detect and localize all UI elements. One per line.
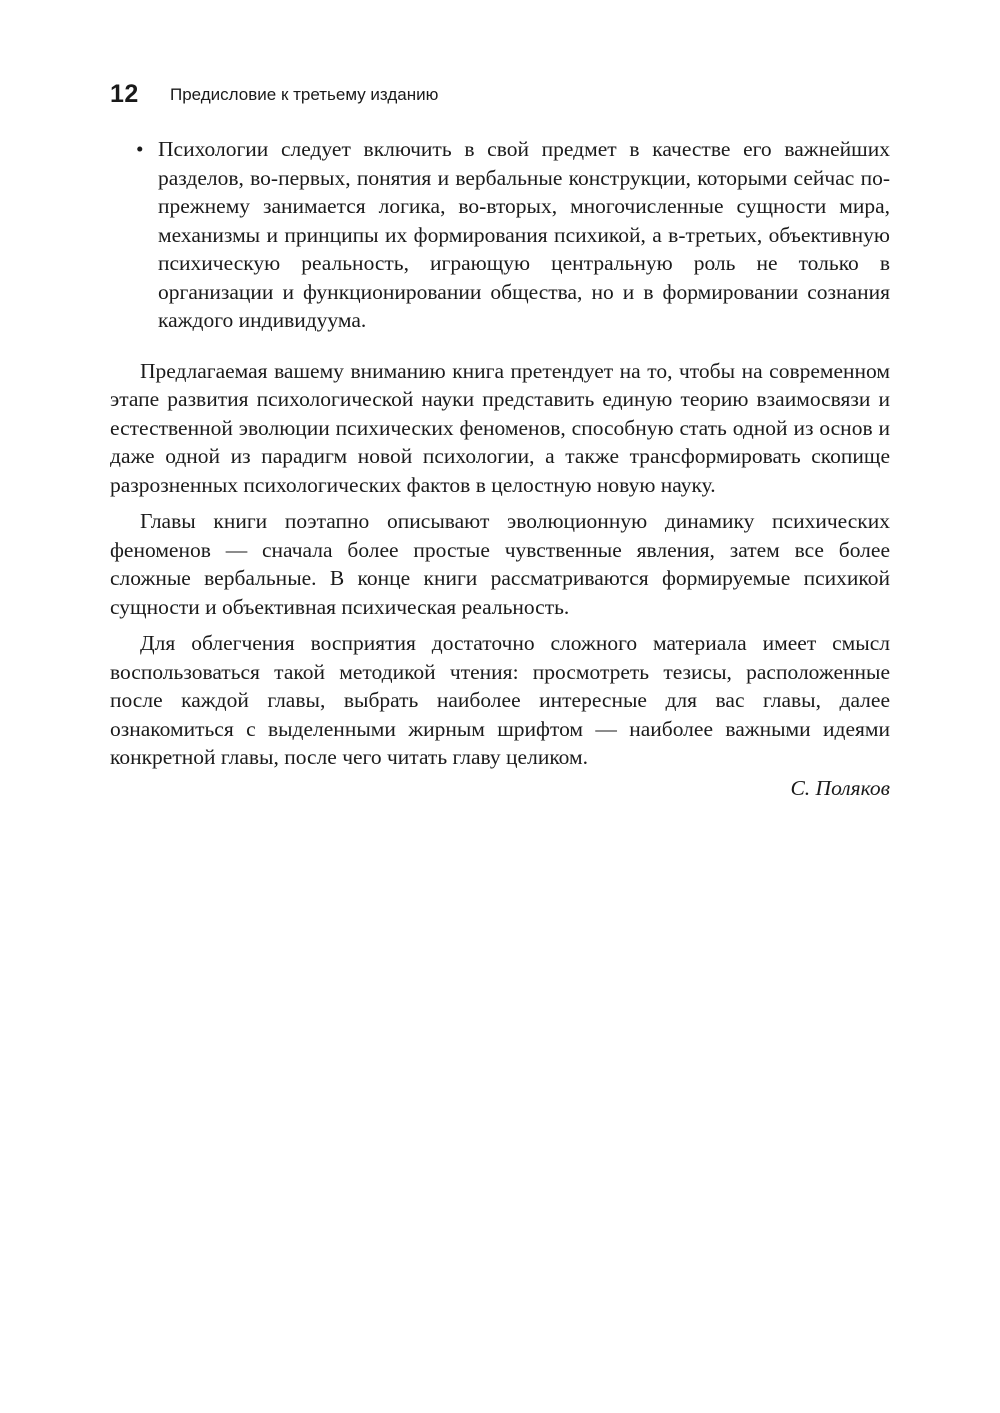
main-text [110,135,890,802]
paragraph-1: Предлагаемая вашему вниманию книга претендует на то, чтобы на современном этапе развития психологической науки представить единую теорию взаимосвязи и естественной эволюции психических феноменов, способную стать одной из основ и даже одной из парадигм новой психологии, а также трансформировать скопище разрозненных психологических фактов в целостную новую науку. [110,358,890,497]
author-signature: С. Поляков [790,775,890,800]
paragraph-3: Для облегчения восприятия достаточно сложного материала имеет смысл воспользоваться такой методикой чтения: просмотреть тезисы, расположенные после каждой главы, выбрать наиболее интересные для вас главы, далее ознакомиться с выделенными жирным шрифтом — наиболее важными идеями конкретной главы, после чего читать главу целиком. [110,631,890,769]
running-header-title: Предисловие к третьему изданию [170,85,439,104]
paragraph-2: Главы книги поэтапно описывают эволюционную динамику психических феноменов — сначала более простые чувственные явления, затем все более сложные вербальные. В конце книги рассматриваются формируемые психикой сущности и объективная психическая реальность. [110,509,890,619]
page-number: 12 [110,80,139,108]
bullet-icon: • [136,137,144,161]
bullet-list-item [110,135,890,335]
bullet-text: Психологии следует включить в свой предмет в качестве его важнейших разделов, во-первых, понятия и вербальные конструкции, которыми сейчас по-прежнему занимается логика, во-вторых, многочисленные сущности мира, механизмы и принципы их формирования психикой, а в-третьих, объективную психическую реальность, играющую центральную роль не только в организации и функционировании общества, но и в формировании сознания каждого индивидуума. [158,137,890,332]
running-header [110,78,890,110]
